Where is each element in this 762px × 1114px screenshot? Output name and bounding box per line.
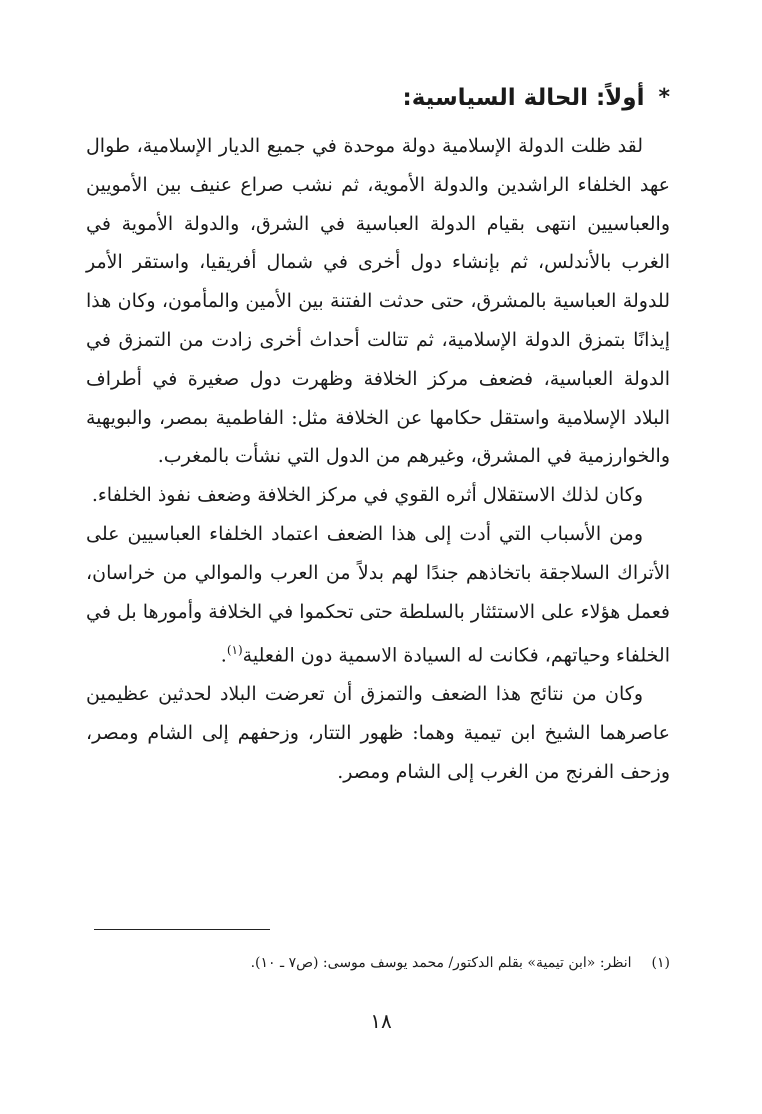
footnote-divider bbox=[94, 929, 270, 930]
footnote bbox=[86, 950, 670, 976]
paragraph-2: وكان لذلك الاستقلال أثره القوي في مركز الخلافة وضعف نفوذ الخلفاء. bbox=[91, 484, 643, 507]
heading-star-icon: * bbox=[658, 85, 670, 110]
paragraph-3-text: ومن الأسباب التي أدت إلى هذا الضعف اعتماد الخلفاء العباسيين على الأتراك السلاجقة باتخاذهم جندًا لهم بدلاً من العرب والموالي من خراسان، فعمل هؤلاء على الاستئثار بالسلطة حتى تحكموا في الخلافة وأمورها بل في الخلفاء وحياتهم، فكانت له السيادة الاسمية دون الفعلية bbox=[86, 522, 670, 667]
paragraph-3-end: . bbox=[220, 644, 227, 667]
section-heading bbox=[403, 78, 670, 118]
heading-title: أولاً: الحالة السياسية: bbox=[402, 85, 645, 111]
paragraph-1: لقد ظلت الدولة الإسلامية دولة موحدة في جميع الديار الإسلامية، طوال عهد الخلفاء الراشدين والدولة الأموية، ثم نشب صراع عنيف بين الأمويين والعباسيين انتهى بقيام الدولة العباسية في الشرق، والدولة الأموية في الغرب بالأندلس، ثم بإنشاء دول أخرى في شمال أفريقيا، واستقر الأمر للدولة العباسية بالمشرق، حتى حدثت الفتنة بين الأمين والمأمون، وكان هذا إيذانًا بتمزق الدولة الإسلامية، ثم تتالت أحداث أخرى زادت من التمزق في الدولة العباسية، فضعف مركز الخلافة وظهرت دول صغيرة في أطراف البلاد الإسلامية واستقل حكامها عن الخلافة مثل: الفاطمية بمصر، والبويهية والخوارزمية في المشرق، وغيرهم من الدول التي نشأت بالمغرب. bbox=[86, 135, 670, 468]
footnote-reference: (١) bbox=[226, 643, 243, 658]
paragraph-3 bbox=[86, 515, 670, 676]
page-number: ١٨ bbox=[370, 1009, 392, 1033]
footnote-text: انظر: «ابن تيمية» بقلم الدكتور/ محمد يوسف موسى: (ص٧ ـ ١٠). bbox=[250, 955, 632, 971]
paragraph-4: وكان من نتائج هذا الضعف والتمزق أن تعرضت البلاد لحدثين عظيمين عاصرهما الشيخ ابن تيمية وهما: ظهور التتار، وزحفهم إلى الشام ومصر، وزحف الفرنج من الغرب إلى الشام ومصر. bbox=[86, 683, 670, 784]
footnote-number: (١) bbox=[651, 955, 670, 971]
body-text bbox=[86, 127, 670, 792]
